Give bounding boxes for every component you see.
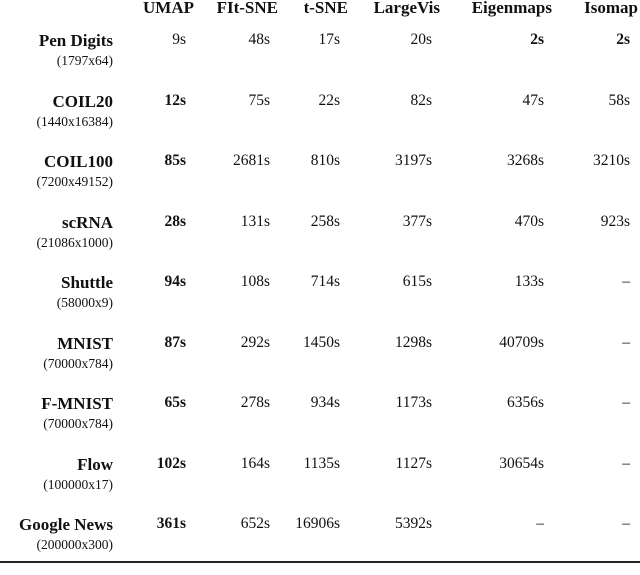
table-row (0, 91, 640, 152)
runtime-cell: 2s (530, 31, 544, 48)
runtime-cell: – (622, 333, 630, 351)
dataset-name: F-MNIST (41, 394, 113, 413)
runtime-cell: 87s (164, 333, 186, 351)
runtime-cell: 82s (410, 91, 432, 109)
runtime-cell: 1135s (303, 454, 340, 472)
dataset-cell (0, 333, 123, 394)
runtime-cell: 85s (164, 152, 186, 169)
runtime-cell: 278s (240, 394, 270, 411)
runtime-cell: 16906s (295, 515, 340, 532)
runtime-cell: 361s (156, 515, 186, 532)
dataset-cell (0, 272, 123, 333)
stub-header (0, 0, 123, 30)
runtime-cell: – (622, 515, 630, 532)
dataset-cell (0, 393, 123, 454)
runtime-cell: 652s (240, 515, 270, 532)
runtime-cell: 1127s (395, 454, 432, 472)
dataset-size: (70000x784) (43, 416, 113, 431)
runtime-cell: – (622, 394, 630, 411)
dataset-name: COIL100 (44, 152, 113, 171)
column-header-tsne: t-SNE (303, 0, 348, 17)
runtime-cell: 9s (172, 31, 186, 48)
dataset-size: (200000x300) (36, 537, 113, 552)
runtime-cell: 30654s (499, 454, 544, 472)
table-row (0, 393, 640, 454)
runtime-cell: 94s (164, 273, 186, 290)
runtime-cell: 377s (402, 212, 432, 230)
runtime-cell: 75s (248, 91, 270, 109)
dataset-size: (100000x17) (43, 476, 113, 492)
table-body (0, 30, 640, 575)
runtime-cell: 934s (310, 394, 340, 411)
runtime-cell: 2681s (232, 152, 270, 169)
table-row (0, 272, 640, 333)
runtime-cell: 65s (164, 394, 186, 411)
runtime-cell: 5392s (394, 515, 432, 532)
dataset-size: (1440x16384) (36, 113, 113, 129)
runtime-cell: 258s (310, 212, 340, 230)
dataset-name: Google News (19, 515, 113, 534)
dataset-size: (1797x64) (56, 53, 113, 68)
dataset-cell (0, 514, 123, 575)
runtime-cell: 923s (600, 212, 630, 230)
runtime-cell: 47s (522, 91, 544, 109)
runtime-cell: 292s (240, 333, 270, 351)
dataset-size: (21086x1000) (36, 234, 113, 250)
column-header-isomap: Isomap (584, 0, 638, 17)
runtime-cell: 108s (240, 273, 270, 290)
dataset-cell (0, 212, 123, 273)
runtime-cell: – (622, 273, 630, 290)
table-row (0, 212, 640, 273)
runtime-cell: – (536, 515, 544, 532)
runtime-cell: 615s (402, 273, 432, 290)
table-row (0, 30, 640, 91)
runtime-cell: 58s (608, 91, 630, 109)
dataset-cell (0, 454, 123, 515)
runtime-cell: 48s (248, 31, 270, 48)
runtime-cell: 3210s (592, 152, 630, 169)
column-header-eigenmaps: Eigenmaps (471, 0, 552, 17)
column-header-umap: UMAP (143, 0, 194, 17)
column-header-largevis: LargeVis (373, 0, 440, 17)
table-header (0, 0, 640, 30)
runtime-cell: 17s (318, 31, 340, 48)
dataset-name: COIL20 (52, 91, 113, 111)
runtime-cell: 1450s (302, 333, 340, 351)
dataset-name: MNIST (57, 333, 113, 353)
column-header-fitsne: FIt-SNE (216, 0, 278, 17)
runtime-cell: 6356s (506, 394, 544, 411)
runtime-cell: 1298s (394, 333, 432, 351)
table-bottom-rule (0, 561, 640, 563)
runtime-cell: – (622, 454, 630, 472)
runtime-cell: 470s (514, 212, 544, 230)
runtime-cell: 133s (514, 273, 544, 290)
table-row (0, 151, 640, 212)
dataset-cell (0, 30, 123, 91)
dataset-size: (58000x9) (56, 295, 113, 310)
runtime-cell: 20s (410, 31, 432, 48)
runtime-cell: 714s (310, 273, 340, 290)
dataset-cell (0, 91, 123, 152)
runtime-cell: 3268s (506, 152, 544, 169)
dataset-cell (0, 151, 123, 212)
table-row (0, 454, 640, 515)
table-row (0, 514, 640, 575)
dataset-name: Shuttle (61, 273, 113, 292)
dataset-name: scRNA (62, 212, 113, 232)
runtime-cell: 40709s (499, 333, 544, 351)
header-row (0, 0, 640, 30)
dataset-size: (70000x784) (43, 355, 113, 371)
dataset-size: (7200x49152) (36, 174, 113, 189)
dataset-name: Flow (77, 454, 113, 474)
runtime-cell: 12s (164, 91, 186, 109)
runtime-cell: 3197s (394, 152, 432, 169)
runtime-cell: 2s (616, 31, 630, 48)
dataset-name: Pen Digits (38, 31, 113, 50)
runtime-cell: 164s (240, 454, 270, 472)
runtime-cell: 810s (310, 152, 340, 169)
runtime-cell: 1173s (395, 394, 432, 411)
runtime-cell: 102s (156, 454, 186, 472)
runtime-cell: 22s (318, 91, 340, 109)
runtime-cell: 28s (164, 212, 186, 230)
runtime-cell: 131s (240, 212, 270, 230)
table-row (0, 333, 640, 394)
